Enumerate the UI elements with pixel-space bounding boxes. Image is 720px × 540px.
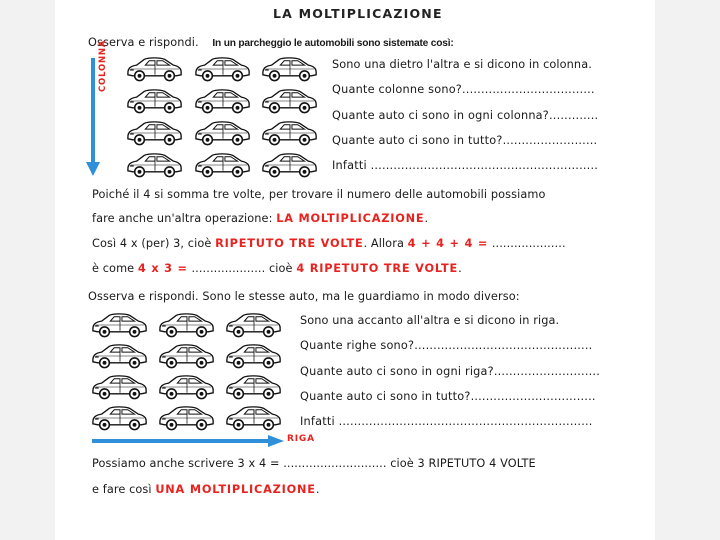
row-label: RIGA <box>287 434 315 444</box>
explanation-text: fare anche un'altra operazione: <box>92 212 277 225</box>
car-icon <box>125 151 185 179</box>
explanation-line4 <box>92 262 462 275</box>
explanation-red: RIPETUTO TRE VOLTE <box>215 237 364 250</box>
explanation-line3 <box>92 237 566 250</box>
car-icon <box>125 119 185 147</box>
car-icon <box>90 404 150 432</box>
explanation-text: . <box>424 212 429 225</box>
car-icon <box>90 342 150 370</box>
car-icon <box>260 55 320 83</box>
section1-line: Quante colonne sono?................................... <box>332 83 595 96</box>
car-icon <box>157 373 217 401</box>
car-icon <box>125 55 185 83</box>
car-icon <box>260 87 320 115</box>
row-arrow <box>90 434 286 448</box>
car-icon <box>224 373 284 401</box>
section1-line: Infatti ............................................................ <box>332 159 599 172</box>
car-icon <box>125 87 185 115</box>
car-icon <box>193 119 253 147</box>
footer-line1: Possiamo anche scrivere 3 x 4 = ............................ cioè 3 RIPETUTO 4 VOLTE <box>92 457 536 470</box>
car-icon <box>193 87 253 115</box>
car-icon <box>260 151 320 179</box>
footer-line2 <box>92 483 320 496</box>
explanation-text: . Allora <box>363 237 408 250</box>
explanation-text: è come <box>92 262 138 275</box>
explanation-text: Così 4 x (per) 3, cioè <box>92 237 216 250</box>
footer-text: . <box>315 483 320 496</box>
explanation-red: 4 RIPETUTO TRE VOLTE <box>296 262 459 275</box>
section2-heading: Osserva e rispondi. Sono le stesse auto, ma le guardiamo in modo diverso: <box>88 290 520 303</box>
explanation-line1: Poiché il 4 si somma tre volte, per trovare il numero delle automobili possiamo <box>92 188 546 201</box>
car-icon <box>193 151 253 179</box>
page-title: LA MOLTIPLICAZIONE <box>273 6 443 21</box>
section1-heading <box>88 36 454 49</box>
section1-line: Quante auto ci sono in tutto?......................... <box>332 134 598 147</box>
explanation-text: .................... <box>488 237 566 250</box>
car-icon <box>224 404 284 432</box>
section2-line: Quante auto ci sono in tutto?................................. <box>300 390 596 403</box>
section1-intro: In un parcheggio le automobili sono sistemate così: <box>212 38 454 49</box>
section2-line: Sono una accanto all'altra e si dicono in riga. <box>300 314 560 327</box>
explanation-line2 <box>92 212 428 225</box>
section2-line: Infatti ................................................................... <box>300 415 593 428</box>
section1-line: Quante auto ci sono in ogni colonna?............. <box>332 109 599 122</box>
explanation-red: 4 + 4 + 4 = <box>407 237 489 250</box>
section2-line: Quante auto ci sono in ogni riga?............................ <box>300 365 601 378</box>
explanation-red: LA MOLTIPLICAZIONE <box>276 212 425 225</box>
column-label: COLONNA <box>98 39 108 92</box>
car-icon <box>90 373 150 401</box>
car-icon <box>157 404 217 432</box>
section1-heading-text: Osserva e rispondi. <box>88 36 199 49</box>
car-icon <box>157 342 217 370</box>
explanation-red: 4 x 3 = <box>137 262 188 275</box>
section1-line: Sono una dietro l'altra e si dicono in colonna. <box>332 58 592 71</box>
explanation-text: . <box>458 262 462 275</box>
car-icon <box>90 311 150 339</box>
footer-text: e fare così <box>92 483 156 496</box>
car-icon <box>224 311 284 339</box>
car-icon <box>157 311 217 339</box>
car-icon <box>193 55 253 83</box>
section2-line: Quante righe sono?............................................... <box>300 339 593 352</box>
car-icon <box>260 119 320 147</box>
car-icon <box>224 342 284 370</box>
explanation-text: .................... cioè <box>187 262 297 275</box>
footer-red: UNA MOLTIPLICAZIONE <box>155 483 316 496</box>
